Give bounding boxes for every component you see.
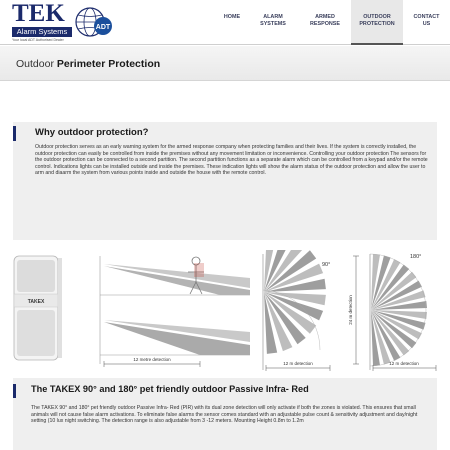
nav-armed-response-label: ARMED RESPONSE (310, 14, 340, 27)
title-band (0, 46, 450, 81)
fan-90-angle-label: 90° (322, 262, 331, 268)
tek-logo[interactable] (12, 0, 130, 42)
nav-home[interactable] (217, 0, 247, 45)
fan-180-side-label: 24 m detection (348, 295, 353, 325)
fan-90-diagram (263, 250, 330, 371)
nav-home-label: HOME (223, 14, 241, 20)
fan-180-range-label: 12 m detection (389, 361, 419, 366)
nav-contact-us-label: CONTACT US (413, 14, 440, 27)
logo-tagline: Your local ADT Authorised Dealer (12, 38, 64, 42)
takex-pir-section (13, 378, 437, 450)
nav-alarm-systems[interactable] (247, 0, 299, 45)
sensor-brand-label: TAKEX (27, 299, 45, 305)
nav-outdoor-protection-label: OUTDOOR PROTECTION (359, 14, 395, 27)
site-header (0, 0, 450, 45)
side-detection-diagram (100, 256, 250, 367)
logo-wordmark: TEK (12, 0, 65, 27)
adt-globe-logo (74, 6, 116, 38)
section-body: The TAKEX 90° and 180° pet friendly outdoor Passive Infra- Red (PIR) with its dual zone detection will only activate if both the zones is violated. This ensures that small animals will not cause false alarm activations. To eliminate false alarms the sensor comes standard with an adjustable pulse count & sensitivity adjustment and day/night setting (10 lux night switching. The detection range is also adjustable from 3 -12 meters. Mounting Height 0.8m to 1.2m (31, 405, 418, 425)
why-outdoor-section (13, 122, 437, 240)
main-nav (217, 0, 450, 45)
section-accent-bar (13, 126, 16, 141)
section-heading: Why outdoor protection? (35, 127, 149, 138)
nav-alarm-systems-label: ALARM SYSTEMS (260, 14, 286, 27)
nav-armed-response[interactable] (299, 0, 351, 45)
takex-sensor-image (14, 256, 62, 360)
side-detection-label: 12 metre detection (133, 357, 171, 362)
fan-180-angle-label: 180° (410, 254, 422, 260)
nav-contact-us[interactable] (403, 0, 450, 45)
logo-subtitle: Alarm Systems (12, 27, 72, 37)
fan-90-range-label: 12 m detection (283, 361, 313, 366)
section-accent-bar (13, 384, 16, 398)
detection-beam (264, 250, 277, 292)
section-heading: The TAKEX 90° and 180° pet friendly outdoor Passive Infra- Red (31, 384, 309, 394)
nav-outdoor-protection[interactable] (351, 0, 403, 45)
section-body: Outdoor protection serves as an early warning system for the armed response company when protecting families and their lives. If the system is correctly installed, the outdoor protection can easily be controlled from inside the premises without any movement limitation or inconvenience. Controlling your outdoor protection The sensors for the outdoor protection can be connected to a second partition. The second partition functions as a separate alarm which can be controlled from a keypad and/or the remote control. Indications lights can be installed outside and inside the premises. These indication lights will show the alarm status of the outdoor protection and allow the user to arm and diaarm the system from various points inside and outside the house with the remote control. (35, 144, 428, 177)
sensor-diagrams (0, 250, 450, 375)
fan-180-diagram (348, 254, 436, 371)
adt-label: ADT (95, 24, 111, 31)
page-title: Outdoor Perimeter Protection (16, 58, 161, 70)
